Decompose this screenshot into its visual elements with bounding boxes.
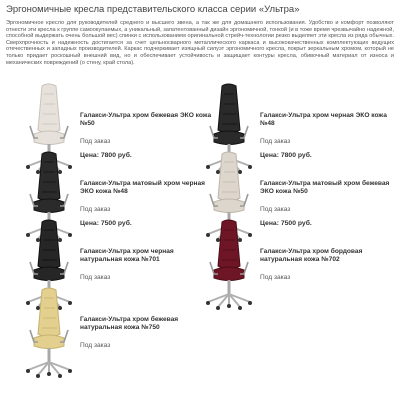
product-price: Цена: 7500 руб. — [260, 220, 312, 227]
product-price: Цена: 7800 руб. — [80, 152, 132, 159]
product-availability: Под заказ — [260, 138, 291, 145]
product-price: Цена: 7800 руб. — [260, 152, 312, 159]
product-card-6 — [200, 218, 395, 313]
product-name[interactable]: Галакси-Ультра хром бордовая натуральная кожа №702 — [260, 248, 363, 263]
product-name[interactable]: Галакси-Ультра матовый хром бежевая ЭКО кожа №50 — [260, 180, 390, 195]
product-availability: Под заказ — [80, 342, 111, 349]
product-price: Цена: 7500 руб. — [80, 220, 132, 227]
product-availability: Под заказ — [80, 206, 111, 213]
product-availability: Под заказ — [80, 274, 111, 281]
page-description: Эргономичное кресло для руководителей среднего и высшего звена, а так же для домашнего использования. Удобство и комфорт позволяют отнести эти кресла к группе самоокупаемых, а уникальный, запатентованный дизайн эргономичной, тонкой (и в тоже время чрезвычайно надежной, способной выдержать очень большой вес) спинки с использованием оригинальной стрейч-технологии резко выделяет эти кресла из ряда обычных. Сверхпрочность и надежность достигается за счет цельносварного металлического каркаса и высококачественных комплектующих ведущих отечественных и западных производителей. Каркас подчеркивает изящный силуэт эргономичного кресла, покрыт зеркальным хромом, который не только придает роскошный внешний вид, но и обеспечивает устойчивость и защищает контуры кресла, обивочный материал от износа и механических повреждений (о стену, край стола). — [6, 20, 394, 66]
product-name[interactable]: Галакси-Ультра хром черная натуральная кожа №701 — [80, 248, 174, 263]
chair-image[interactable] — [20, 286, 78, 378]
product-name[interactable]: Галакси-Ультра хром черная ЭКО кожа №48 — [260, 112, 387, 127]
product-name[interactable]: Галакси-Ультра хром бежевая натуральная кожа №750 — [80, 316, 179, 331]
product-availability: Под заказ — [260, 274, 291, 281]
product-availability: Под заказ — [80, 138, 111, 145]
page-title: Эргономичные кресла представительского класса серии «Ультра» — [6, 4, 300, 15]
product-card-7 — [20, 286, 215, 381]
product-name[interactable]: Галакси-Ультра хром бежевая ЭКО кожа №50 — [80, 112, 212, 127]
product-name[interactable]: Галакси-Ультра матовый хром черная ЭКО кожа №48 — [80, 180, 205, 195]
product-availability: Под заказ — [260, 206, 291, 213]
